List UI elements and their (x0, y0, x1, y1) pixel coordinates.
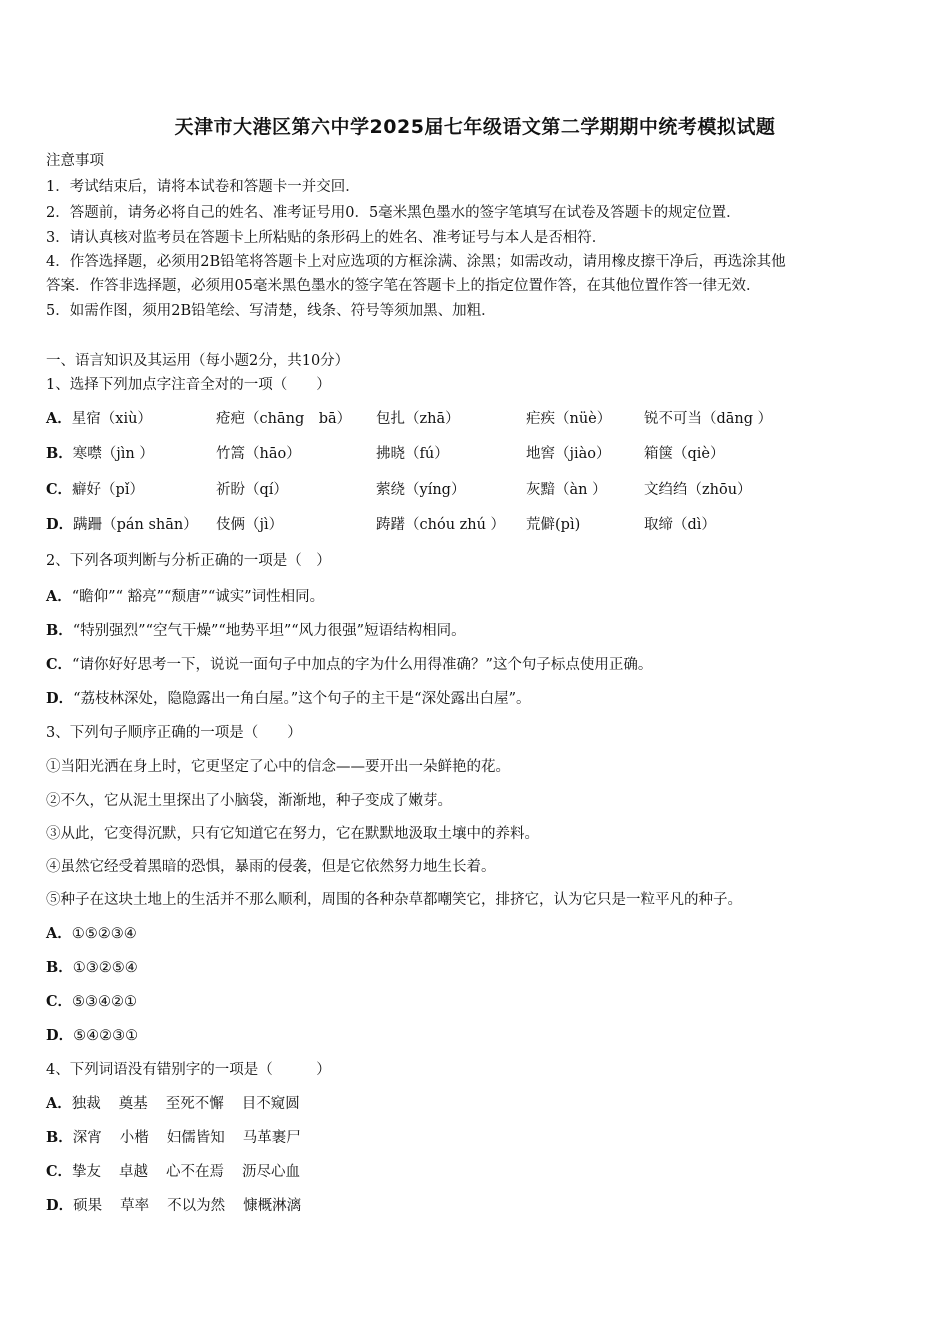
notice-item: 3．请认真核对监考员在答题卡上所粘贴的条形码上的姓名、准考证号与本人是否相符． (46, 230, 607, 246)
option-item: 拂晓（fú） (376, 446, 449, 462)
option-letter: C． (46, 993, 73, 1010)
option-item: 地窖（jiào） (526, 446, 611, 462)
option-letter: B． (46, 622, 73, 639)
notice-item: 2．答题前，请务必将自己的姓名、准考证号用0．5毫米黑色墨水的签字笔填写在试卷及答题卡的规定位置． (46, 205, 741, 221)
notice-item: 5．如需作图，须用2B铅笔绘、写清楚，线条、符号等须加黑、加粗． (46, 303, 496, 319)
option-item: 荒僻(pì) (526, 517, 581, 533)
option-item: 竹篙（hāo） (216, 446, 301, 462)
option-text: ⑤③④②① (72, 994, 138, 1010)
option-item: 萦绕（yíng） (376, 482, 466, 498)
q2-option-a (46, 588, 324, 606)
option-word: 不以为然 (167, 1198, 226, 1214)
option-text: ①⑤②③④ (71, 926, 137, 942)
option-letter: A． (46, 588, 72, 605)
option-cell (46, 481, 144, 499)
option-letter: B． (46, 445, 73, 462)
question-4-stem: 4、下列词语没有错别字的一项是（ ） (46, 1062, 331, 1078)
option-letter: C． (46, 1163, 73, 1180)
q3-sentence: ④虽然它经受着黑暗的恐惧，暴雨的侵袭，但是它依然努力地生长着。 (46, 859, 496, 875)
option-item: 包扎（zhā） (376, 411, 460, 427)
option-item: 锐不可当（dāng ） (644, 411, 773, 427)
option-item: 取缔（dì） (644, 517, 716, 533)
q2-option-c (46, 656, 652, 674)
option-letter: D． (46, 1197, 74, 1214)
q1-option-a (46, 410, 926, 430)
option-letter: A． (46, 925, 72, 942)
option-letter: D． (46, 1027, 74, 1044)
option-letter: A． (46, 1095, 72, 1112)
option-text: “请你好好思考一下，说说一面句子中加点的字为什么用得准确？”这个句子标点使用正确。 (72, 657, 653, 673)
q4-option-d (46, 1197, 319, 1215)
option-letter: B． (46, 1129, 73, 1146)
option-item: 寒噤（jìn ） (72, 446, 154, 462)
option-item: 疮疤（chāng bā） (216, 411, 352, 427)
option-word: 独裁 (71, 1096, 101, 1112)
option-letter: C． (46, 481, 73, 498)
option-item: 疟疾（nüè） (526, 411, 612, 427)
option-letter: C． (46, 656, 73, 673)
option-item: 文绉绉（zhōu） (644, 482, 752, 498)
q3-sentence: ③从此，它变得沉默，只有它知道它在努力，它在默默地汲取土壤中的养料。 (46, 826, 539, 842)
option-letter: D． (46, 516, 74, 533)
notice-item: 1．考试结束后，请将本试卷和答题卡一并交回． (46, 179, 360, 195)
option-cell (46, 410, 152, 428)
option-letter: D． (46, 690, 74, 707)
option-item: 祈盼（qí） (216, 482, 288, 498)
q3-sentence: ①当阳光洒在身上时，它更坚定了心中的信念——要开出一朵鲜艳的花。 (46, 759, 510, 775)
option-word: 奠基 (118, 1096, 148, 1112)
option-letter: B． (46, 959, 73, 976)
option-word: 至死不懈 (165, 1096, 224, 1112)
q3-option-d (46, 1027, 138, 1045)
option-word: 硕果 (73, 1198, 103, 1214)
option-cell (46, 516, 198, 534)
q2-option-d (46, 690, 530, 708)
option-item: 箱箧（qiè） (644, 446, 725, 462)
option-item: 踌躇（chóu zhú ） (376, 517, 506, 533)
option-item: 伎俩（jì） (216, 517, 284, 533)
q3-option-c (46, 993, 137, 1011)
notice-item: 4．作答选择题，必须用2B铅笔将答题卡上对应选项的方框涂满、涂黑；如需改动，请用橡皮擦干净后，再选涂其他 (46, 254, 786, 270)
q2-option-b (46, 622, 466, 640)
q4-option-a (46, 1095, 318, 1113)
q4-option-c (46, 1163, 318, 1181)
q3-option-a (46, 925, 137, 943)
option-word: 小楷 (119, 1130, 149, 1146)
option-text: ①③②⑤④ (72, 960, 138, 976)
q1-option-b (46, 445, 926, 465)
notice-heading: 注意事项 (46, 153, 104, 169)
option-text: “特别强烈”“空气干燥”“地势平坦”“风力很强”短语结构相同。 (72, 623, 466, 639)
option-cell (46, 445, 154, 463)
q3-sentence: ⑤种子在这块土地上的生活并不那么顺利，周围的各种杂草都嘲笑它，排挤它，认为它只是一粒平凡的种子。 (46, 892, 742, 908)
page-title: 天津市大港区第六中学2025届七年级语文第二学期期中统考模拟试题 (174, 116, 776, 138)
q4-option-b (46, 1129, 319, 1147)
question-1-stem: 1、选择下列加点字注音全对的一项（ ） (46, 377, 331, 393)
notice-item: 答案．作答非选择题，必须用05毫米黑色墨水的签字笔在答题卡上的指定位置作答，在其他位置作答一律无效． (46, 278, 761, 294)
option-word: 慷概淋漓 (243, 1198, 302, 1214)
option-word: 深宵 (72, 1130, 102, 1146)
q1-option-d (46, 516, 926, 536)
q1-option-c (46, 481, 926, 501)
option-word: 挚友 (72, 1164, 102, 1180)
option-letter: A． (46, 410, 72, 427)
option-word: 卓越 (119, 1164, 149, 1180)
question-3-stem: 3、下列句子顺序正确的一项是（ ） (46, 725, 302, 741)
option-word: 马革裹尸 (242, 1130, 301, 1146)
option-item: 蹒跚（pán shān） (73, 517, 198, 533)
question-2-stem: 2、下列各项判断与分析正确的一项是（ ） (46, 553, 331, 569)
option-word: 心不在焉 (166, 1164, 225, 1180)
option-item: 灰黯（àn ） (526, 482, 607, 498)
option-item: 星宿（xiù） (71, 411, 152, 427)
option-text: “瞻仰”“ 豁亮”“颓唐”“诚实”词性相同。 (71, 589, 325, 605)
option-word: 沥尽心血 (242, 1164, 301, 1180)
option-word: 目不窥圆 (241, 1096, 300, 1112)
option-word: 妇儒皆知 (166, 1130, 225, 1146)
q3-sentence: ②不久，它从泥土里探出了小脑袋，渐渐地，种子变成了嫩芽。 (46, 793, 452, 809)
option-text: “荔枝林深处，隐隐露出一角白屋。”这个句子的主干是“深处露出白屋”。 (73, 691, 531, 707)
option-item: 癖好（pǐ） (72, 482, 144, 498)
q3-option-b (46, 959, 138, 977)
section-heading: 一、语言知识及其运用（每小题2分，共10分） (46, 353, 350, 369)
option-text: ⑤④②③① (73, 1028, 139, 1044)
option-word: 草率 (120, 1198, 150, 1214)
